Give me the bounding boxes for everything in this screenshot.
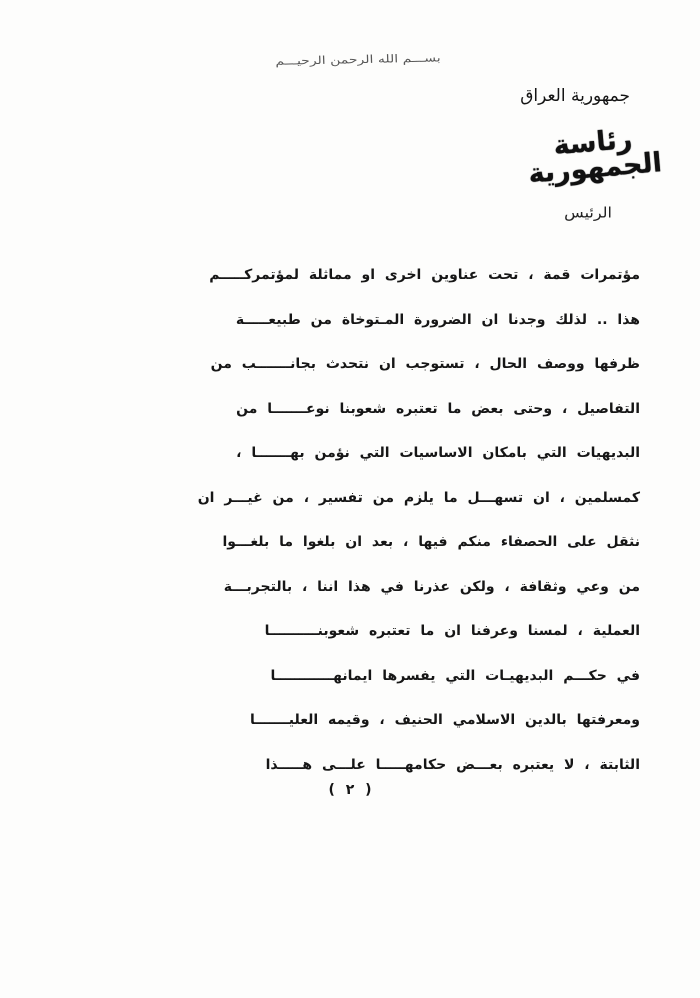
body-line: كمسلمين ، ان تسهـــل ما يلزم من تفسير ، من غيـــر ان [197, 489, 640, 506]
body-line: التفاصيل ، وحتى بعض ما تعتبره شعوبنا نوعـــــــا من [236, 400, 640, 417]
body-line: ظرفها ووصف الحال ، تستوجب ان نتحدث بجانـــــــب من [210, 356, 640, 372]
body-line: العملية ، لمسنا وعرفنا ان ما تعتبره شعوبنــــــــــا [264, 623, 640, 639]
body-line: مؤتمرات قمة ، تحت عناوين اخرى او مماثلة لمؤتمركـــــم [209, 267, 640, 283]
body-line: نثقل على الحصفاء منكم فيها ، بعد ان بلغوا ما بلغـــوا [222, 534, 640, 550]
handwritten-basmala-note: بســـم الله الرحمن الرحيـــم [275, 52, 441, 68]
letterhead-country: جمهورية العراق [520, 86, 630, 106]
page-number: ( ٢ ) [328, 782, 372, 798]
body-line: في حكـــم البديهيـات التي يفسرها ايمانهــــــــــــا [270, 667, 640, 684]
body-line: الثابتة ، لا يعتبره بعـــض حكامهـــــا علـــى هـــــذا [265, 756, 640, 773]
body-line: هذا .. لذلك وجدنا ان الضرورة المـتوخاة من طبيعـــــة [235, 311, 640, 328]
body-line: البديهيات التي بامكان الاساسيات التي نؤمن بهـــــــا ، [236, 445, 640, 461]
body-line: ومعرفتها بالدين الاسلامي الحنيف ، وقيمه العليـــــــا [250, 712, 640, 728]
body-line: من وعي وثقافة ، ولكن عذرنا في هذا اننا ، بالتجربـــة [223, 578, 640, 595]
letterhead-title-president: الرئيس [564, 203, 612, 222]
presidency-calligraphy-emblem: رئاسة الجمهورية [527, 123, 664, 190]
letter-body [95, 253, 640, 787]
